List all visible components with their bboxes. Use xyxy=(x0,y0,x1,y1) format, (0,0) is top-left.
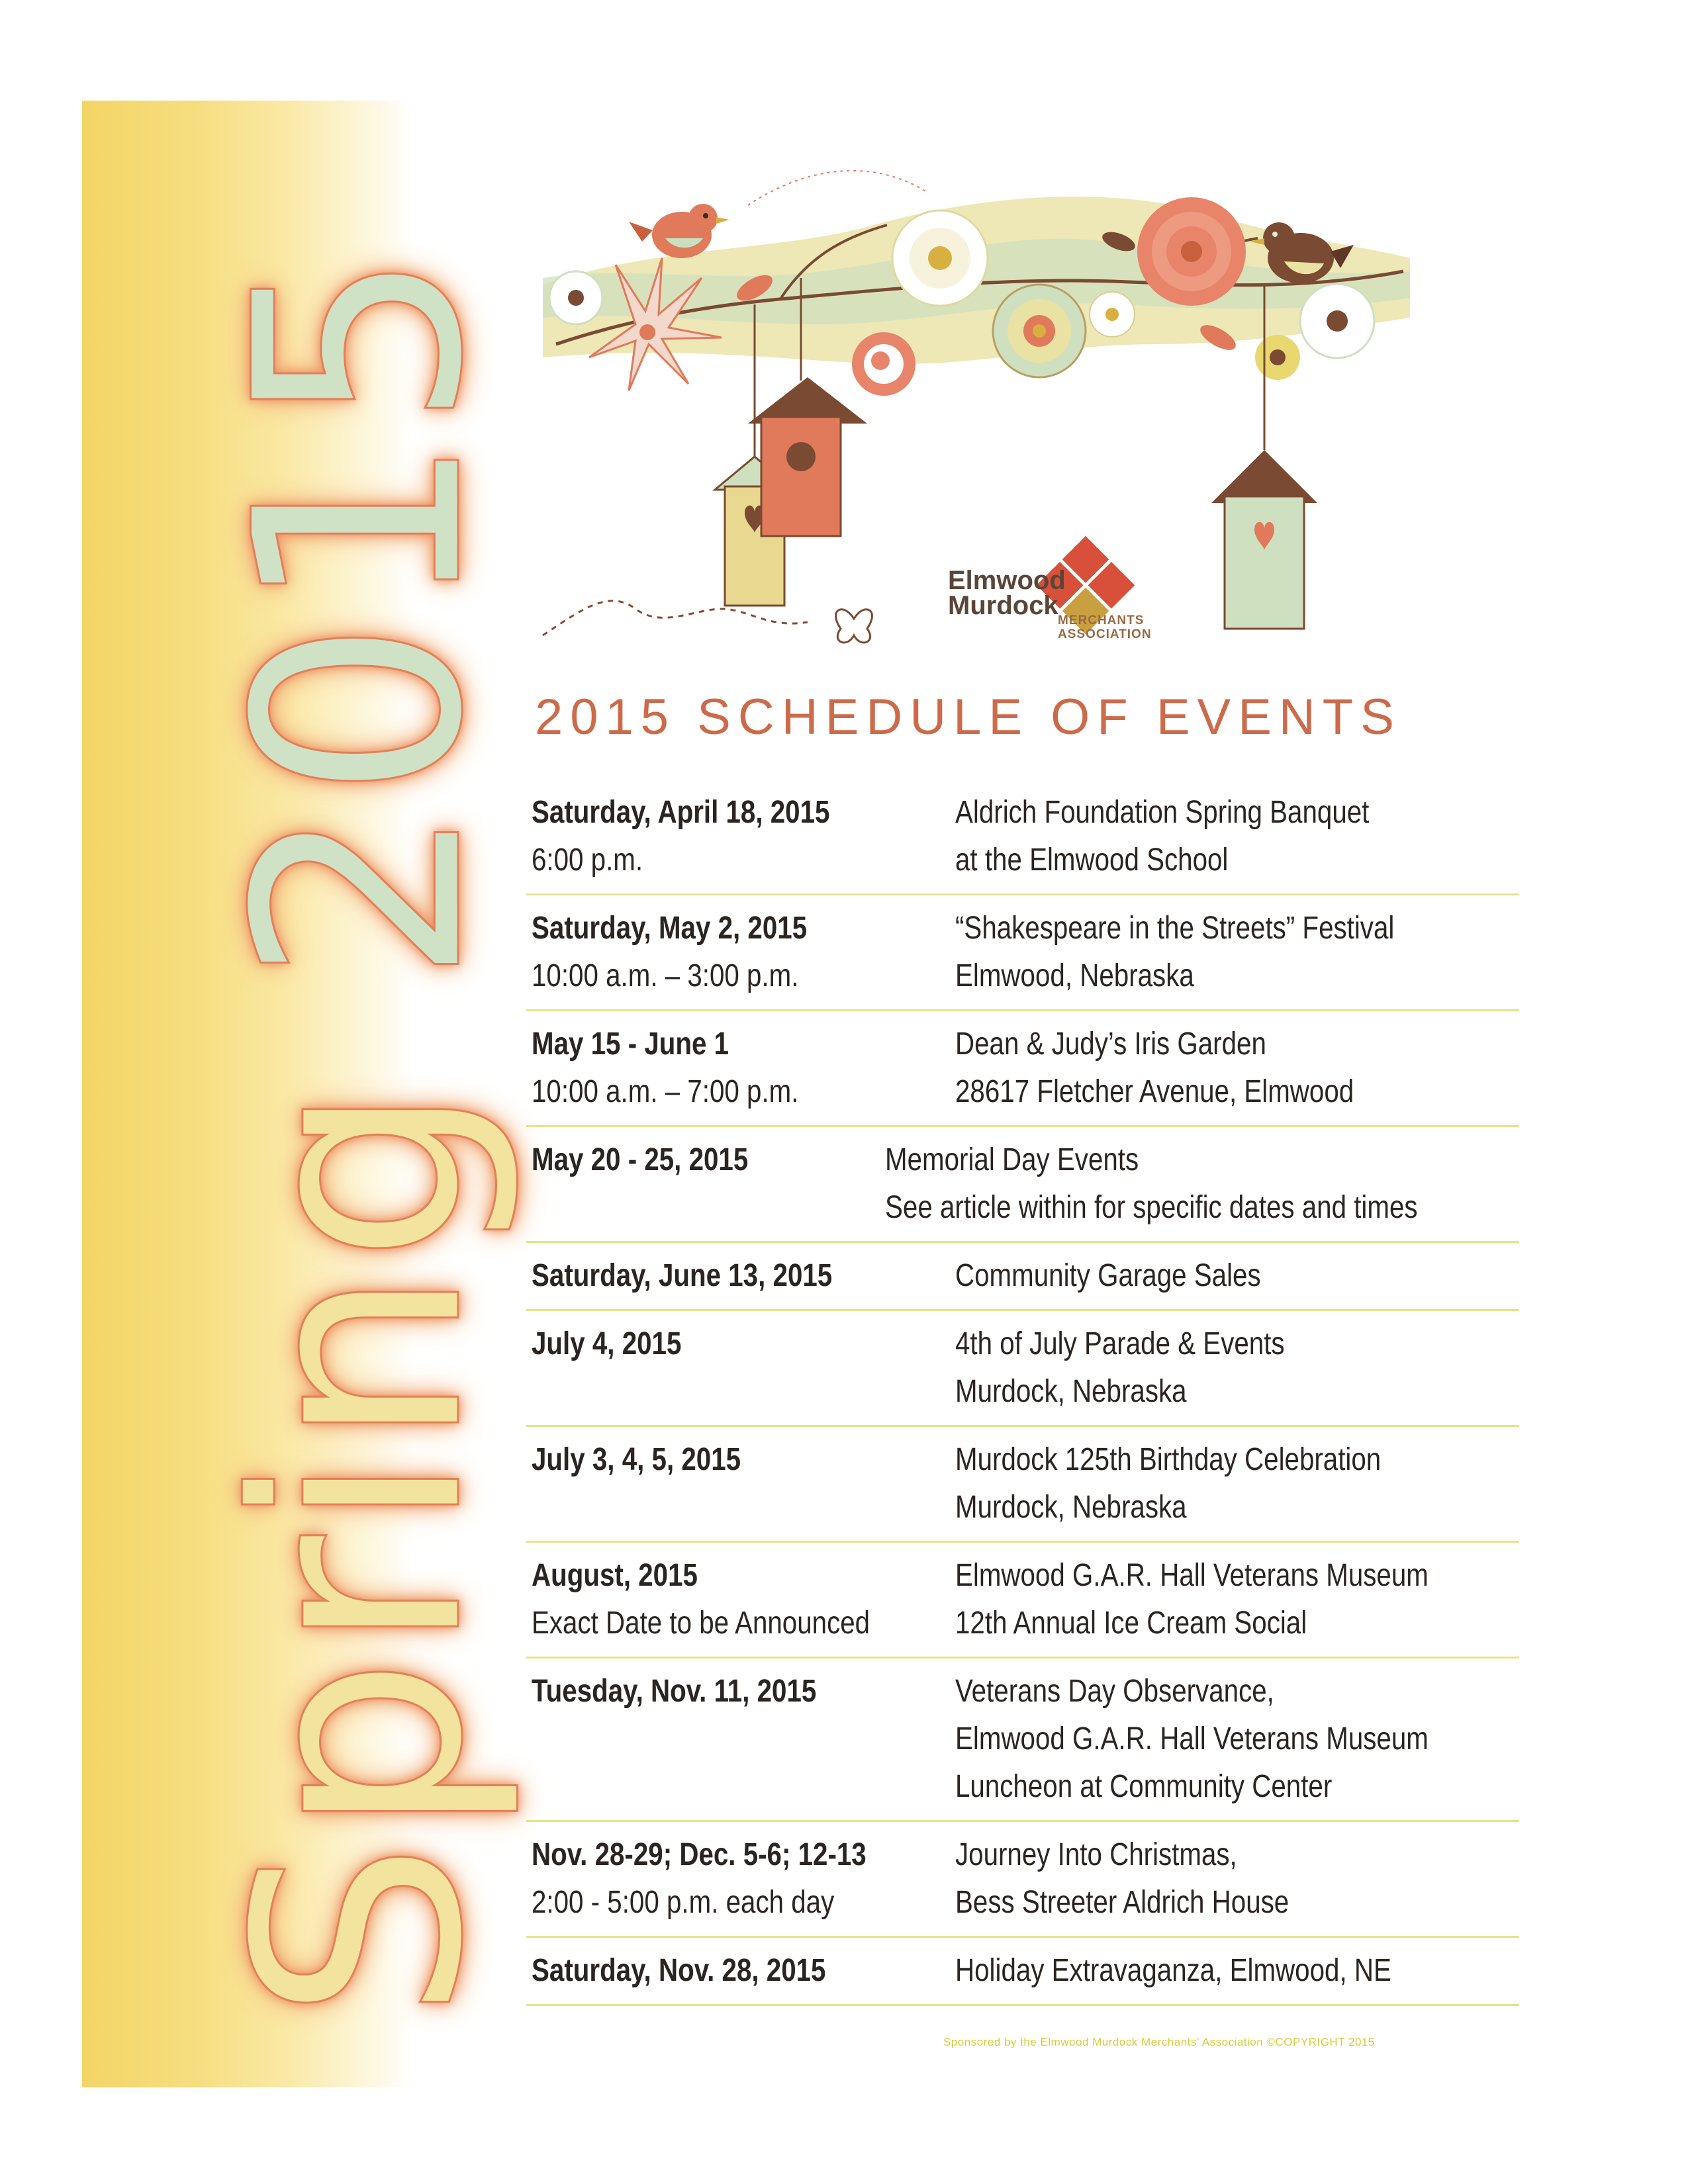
event-description-line: Bess Streeter Aldrich House xyxy=(955,1885,1289,1920)
event-description-line: Luncheon at Community Center xyxy=(955,1769,1333,1804)
bird-left-icon xyxy=(629,204,729,258)
event-description-line: Dean & Judy’s Iris Garden xyxy=(955,1026,1266,1062)
banner-title xyxy=(195,245,526,2022)
logo-subtitle xyxy=(1058,614,1152,641)
event-date: Saturday, Nov. 28, 2015 xyxy=(532,1953,826,1988)
dotted-path xyxy=(748,171,927,205)
event-description-line: “Shakespeare in the Streets” Festival xyxy=(955,911,1395,946)
flower-coral-ring-icon xyxy=(852,332,915,396)
flower-small-white-icon xyxy=(1090,292,1135,337)
event-time: 2:00 - 5:00 p.m. each day xyxy=(532,1885,835,1920)
event-description-cell xyxy=(955,1252,1519,1300)
event-description-line: at the Elmwood School xyxy=(955,842,1229,878)
logo-wordmark xyxy=(948,568,1066,618)
event-description-line: See article within for specific dates and times xyxy=(885,1190,1418,1225)
event-row xyxy=(526,895,1519,1011)
event-date-cell xyxy=(526,1252,955,1300)
event-description-cell xyxy=(955,789,1519,884)
event-row xyxy=(526,1011,1519,1127)
event-row xyxy=(526,1127,1519,1243)
event-description-line: Memorial Day Events xyxy=(885,1142,1139,1177)
event-date-cell xyxy=(526,1136,885,1232)
event-date: Nov. 28-29; Dec. 5-6; 12-13 xyxy=(532,1837,867,1872)
event-description-line: Elmwood G.A.R. Hall Veterans Museum xyxy=(955,1558,1429,1593)
flower-daisy-small-icon xyxy=(549,271,602,324)
event-description-line: Elmwood G.A.R. Hall Veterans Museum xyxy=(955,1721,1429,1756)
event-row xyxy=(526,1311,1519,1427)
event-date-cell xyxy=(526,1021,955,1116)
event-description-cell xyxy=(955,1947,1519,1995)
event-row xyxy=(526,1938,1519,2006)
event-description-cell xyxy=(885,1136,1519,1232)
vertical-banner xyxy=(82,101,526,2087)
flower-red-icon xyxy=(1137,197,1246,306)
logo-line-2: Murdock xyxy=(948,591,1058,620)
events-table xyxy=(526,780,1519,2006)
event-row xyxy=(526,780,1519,895)
event-description-cell xyxy=(955,1831,1519,1927)
event-date: Tuesday, Nov. 11, 2015 xyxy=(532,1674,817,1709)
banner-year: 2015 xyxy=(195,244,526,985)
event-description-cell xyxy=(955,1320,1519,1416)
event-date-cell xyxy=(526,1831,955,1927)
footer-sponsor: Sponsored by the Elmwood Murdock Merchants’ Association ©COPYRIGHT 2015 xyxy=(943,2036,1375,2048)
event-description-line: 12th Annual Ice Cream Social xyxy=(955,1606,1307,1641)
banner-word: Spring xyxy=(195,985,526,2022)
event-date-cell xyxy=(526,1552,955,1647)
event-row xyxy=(526,1543,1519,1659)
flower-white-daisy-icon xyxy=(892,210,988,306)
event-description-line: 4th of July Parade & Events xyxy=(955,1326,1285,1361)
event-description-line: Holiday Extravaganza, Elmwood, NE xyxy=(955,1953,1391,1988)
event-date: May 20 - 25, 2015 xyxy=(532,1142,749,1177)
event-row xyxy=(526,1659,1519,1822)
event-date: May 15 - June 1 xyxy=(532,1026,729,1062)
flower-green-icon xyxy=(993,285,1086,377)
event-description-cell xyxy=(955,1021,1519,1116)
page-heading: 2015 SCHEDULE OF EVENTS xyxy=(535,689,1401,745)
event-description-line: Journey Into Christmas, xyxy=(955,1837,1237,1872)
event-description-line: Community Garage Sales xyxy=(955,1258,1261,1293)
event-description-cell xyxy=(955,1668,1519,1811)
event-row xyxy=(526,1427,1519,1543)
event-date-cell xyxy=(526,1668,955,1811)
event-description-line: Elmwood, Nebraska xyxy=(955,958,1194,993)
event-time: Exact Date to be Announced xyxy=(532,1606,870,1641)
event-row xyxy=(526,1243,1519,1311)
butterfly-icon xyxy=(836,610,872,643)
event-date: Saturday, June 13, 2015 xyxy=(532,1258,833,1293)
event-date-cell xyxy=(526,905,955,1000)
logo-line-1: Elmwood xyxy=(948,566,1066,595)
event-description-line: Murdock 125th Birthday Celebration xyxy=(955,1442,1382,1477)
event-date: July 3, 4, 5, 2015 xyxy=(532,1442,741,1477)
event-date-cell xyxy=(526,1320,955,1416)
event-date: Saturday, April 18, 2015 xyxy=(532,795,830,830)
event-description-line: Aldrich Foundation Spring Banquet xyxy=(955,795,1370,830)
logo-sub-1: MERCHANTS xyxy=(1058,614,1145,627)
event-date: August, 2015 xyxy=(532,1558,698,1593)
event-date: Saturday, May 2, 2015 xyxy=(532,911,808,946)
event-date: July 4, 2015 xyxy=(532,1326,682,1361)
flower-daisy-right-icon xyxy=(1300,284,1374,358)
event-description-line: Veterans Day Observance, xyxy=(955,1674,1274,1709)
event-row xyxy=(526,1822,1519,1938)
logo-sub-2: ASSOCIATION xyxy=(1058,627,1152,641)
event-time: 6:00 p.m. xyxy=(532,842,643,878)
event-time: 10:00 a.m. – 3:00 p.m. xyxy=(532,958,799,993)
event-date-cell xyxy=(526,789,955,884)
event-description-line: 28617 Fletcher Avenue, Elmwood xyxy=(955,1074,1354,1109)
event-description-line: Murdock, Nebraska xyxy=(955,1490,1187,1525)
event-time: 10:00 a.m. – 7:00 p.m. xyxy=(532,1074,799,1109)
event-description-line: Murdock, Nebraska xyxy=(955,1374,1187,1409)
event-date-cell xyxy=(526,1947,955,1995)
event-description-cell xyxy=(955,1436,1519,1531)
event-description-cell xyxy=(955,905,1519,1000)
flower-yellow-icon xyxy=(1255,335,1300,380)
event-date-cell xyxy=(526,1436,955,1531)
event-description-cell xyxy=(955,1552,1519,1647)
